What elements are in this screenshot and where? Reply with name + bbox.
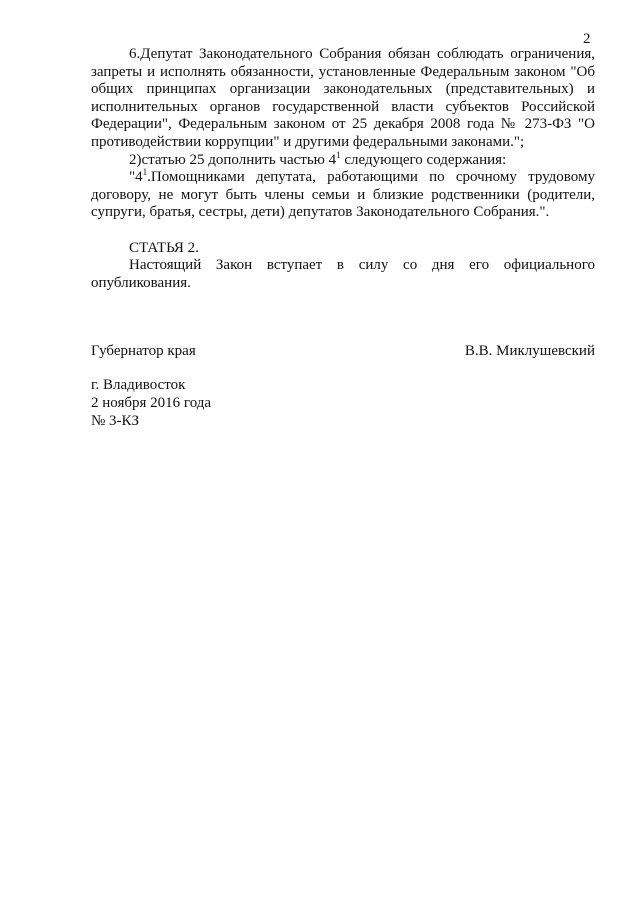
signatory-name: В.В. Миклушевский bbox=[464, 343, 595, 359]
article-2-title: СТАТЬЯ 2. bbox=[129, 239, 199, 256]
law-number: № 3-КЗ bbox=[91, 413, 140, 429]
paragraph-assistants-text: .Помощниками депутата, работающими по срочному трудовому договору, не могут быть члены семьи и близкие родственники (родители, супруги, братья, сестры, дети) депутатов Законодательного Собрания.". bbox=[91, 169, 595, 221]
place-date-block bbox=[91, 376, 211, 430]
paragraph-assistants bbox=[91, 169, 595, 222]
spacer bbox=[91, 222, 595, 240]
paragraph-deputy-obligations: 6.Депутат Законодательного Собрания обязан соблюдать ограничения, запреты и исполнять обязанности, установленные Федеральным законом "Об общих принципах организации законодательных (представительных) и исполнительных органов государственной власти субъектов Российской Федерации", Федеральным законом от 25 декабря 2008 года № 273-ФЗ "О противодействии коррупции" и другими федеральными законами."; bbox=[91, 46, 595, 150]
signatory-position: Губернатор края bbox=[91, 343, 196, 359]
paragraph-assistants-number: "4 bbox=[129, 169, 143, 186]
document-body bbox=[91, 46, 595, 292]
date: 2 ноября 2016 года bbox=[91, 395, 212, 411]
paragraph-entry-into-force: Настоящий Закон вступает в силу со дня его официального опубликования. bbox=[91, 257, 595, 291]
superscript-index: 1 bbox=[336, 149, 341, 160]
paragraph-article-25-text: 2)статью 25 дополнить частью 4 bbox=[129, 151, 337, 168]
paragraph-article-25-amendment bbox=[91, 149, 595, 170]
city: г. Владивосток bbox=[91, 377, 186, 393]
page-number: 2 bbox=[583, 31, 591, 47]
paragraph-article-25-tail: следующего содержания: bbox=[340, 151, 507, 168]
superscript-index: 1 bbox=[142, 167, 148, 178]
